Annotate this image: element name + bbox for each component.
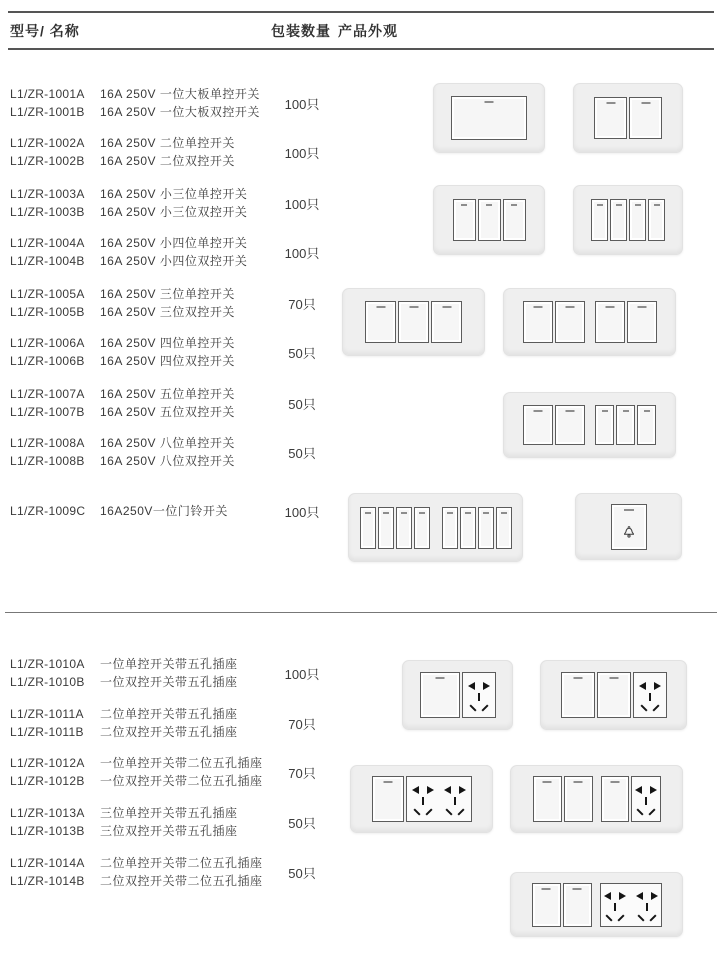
product-name: 16A 250V 四位单控开关 — [100, 336, 235, 350]
pack-quantity: 100只 — [284, 667, 320, 682]
switch-rocker — [637, 405, 656, 445]
model-code: L1/ZR-1010B — [10, 675, 85, 689]
switch-rocker — [378, 507, 394, 549]
pack-quantity: 100只 — [284, 97, 320, 112]
product-name: 16A250V一位门铃开关 — [100, 504, 228, 518]
table-row — [0, 134, 340, 170]
switch-rocker — [616, 405, 635, 445]
product-plate-1gang-2socket — [350, 765, 493, 833]
switch-rocker — [555, 301, 585, 343]
table-row — [0, 285, 340, 321]
model-code: L1/ZR-1006B — [10, 354, 85, 368]
table-row — [0, 502, 340, 520]
switch-rocker — [627, 301, 657, 343]
product-name: 一位双控开关带五孔插座 — [100, 675, 238, 689]
switch-rocker — [523, 301, 553, 343]
table-row — [0, 385, 340, 421]
pack-quantity: 100只 — [284, 146, 320, 161]
model-code: L1/ZR-1003B — [10, 205, 85, 219]
product-plate-8gang — [348, 493, 523, 562]
model-code: L1/ZR-1007A — [10, 387, 85, 401]
product-name: 二位双控开关带五孔插座 — [100, 725, 238, 739]
product-name: 16A 250V 三位单控开关 — [100, 287, 235, 301]
switch-rocker — [414, 507, 430, 549]
switch-rocker — [365, 301, 396, 343]
product-plate-2gang-2socket — [510, 872, 683, 937]
product-plate-1gang-socket — [402, 660, 513, 730]
double-five-hole-socket — [600, 883, 662, 927]
model-code: L1/ZR-1003A — [10, 187, 85, 201]
product-name: 一位单控开关带五孔插座 — [100, 657, 238, 671]
pack-quantity: 100只 — [284, 197, 320, 212]
switch-rocker — [629, 199, 646, 241]
model-code: L1/ZR-1008A — [10, 436, 85, 450]
model-code: L1/ZR-1010A — [10, 657, 85, 671]
product-name: 16A 250V 小四位双控开关 — [100, 254, 248, 268]
table-row — [0, 705, 340, 741]
model-code: L1/ZR-1012B — [10, 774, 85, 788]
product-plate-3gang-small — [433, 185, 545, 255]
product-name: 16A 250V 小三位单控开关 — [100, 187, 248, 201]
switch-rocker — [431, 301, 462, 343]
product-plate-doorbell — [575, 493, 682, 560]
product-name: 三位单控开关带五孔插座 — [100, 806, 238, 820]
product-name: 16A 250V 八位双控开关 — [100, 454, 235, 468]
model-code: L1/ZR-1002A — [10, 136, 85, 150]
table-row — [0, 655, 340, 691]
table-row — [0, 854, 340, 890]
switch-rocker — [594, 97, 627, 139]
product-plate-2gang — [573, 83, 683, 153]
section-divider — [5, 612, 717, 613]
switch-rocker — [601, 776, 629, 822]
pack-quantity: 50只 — [288, 446, 316, 461]
switch-rocker — [533, 776, 562, 822]
product-name: 16A 250V 二位双控开关 — [100, 154, 235, 168]
five-hole-socket — [462, 672, 496, 718]
product-plate-1gang-large — [433, 83, 545, 153]
table-row — [0, 804, 340, 840]
product-plate-4gang — [503, 288, 676, 356]
model-code: L1/ZR-1011A — [10, 707, 84, 721]
switch-rocker — [451, 96, 527, 140]
product-plate-4gang-small — [573, 185, 683, 255]
product-name: 二位单控开关带五孔插座 — [100, 707, 238, 721]
switch-rocker — [595, 405, 614, 445]
product-plate-5gang — [503, 392, 676, 458]
model-code: L1/ZR-1013B — [10, 824, 85, 838]
product-name: 16A 250V 五位双控开关 — [100, 405, 235, 419]
doorbell-button — [611, 504, 647, 550]
product-name: 二位双控开关带二位五孔插座 — [100, 874, 263, 888]
switch-rocker — [595, 301, 625, 343]
switch-rocker — [453, 199, 476, 241]
switch-rocker — [442, 507, 458, 549]
table-row — [0, 234, 340, 270]
top-rule — [8, 11, 714, 13]
switch-rocker — [564, 776, 593, 822]
table-row — [0, 334, 340, 370]
switch-rocker — [460, 507, 476, 549]
switch-rocker — [563, 883, 592, 927]
product-name: 16A 250V 小三位双控开关 — [100, 205, 248, 219]
pack-quantity: 50只 — [288, 346, 316, 361]
table-row — [0, 434, 340, 470]
product-name: 16A 250V 一位大板双控开关 — [100, 105, 260, 119]
bell-icon — [619, 521, 639, 541]
double-five-hole-socket — [406, 776, 472, 822]
product-plate-3gang — [342, 288, 485, 356]
switch-rocker — [561, 672, 595, 718]
socket-holes — [441, 780, 469, 818]
product-name: 一位双控开关带二位五孔插座 — [100, 774, 263, 788]
table-row — [0, 185, 340, 221]
switch-rocker — [591, 199, 608, 241]
model-code: L1/ZR-1006A — [10, 336, 85, 350]
socket-holes — [409, 780, 437, 818]
switch-rocker — [398, 301, 429, 343]
pack-quantity: 50只 — [288, 816, 316, 831]
switch-rocker — [396, 507, 412, 549]
pack-quantity: 50只 — [288, 397, 316, 412]
product-name: 16A 250V 五位单控开关 — [100, 387, 235, 401]
socket-holes — [465, 676, 493, 714]
product-name: 一位单控开关带二位五孔插座 — [100, 756, 263, 770]
switch-rocker — [532, 883, 561, 927]
socket-holes — [636, 676, 664, 714]
switch-rocker — [478, 507, 494, 549]
model-code: L1/ZR-1004A — [10, 236, 85, 250]
switch-rocker — [360, 507, 376, 549]
pack-quantity: 70只 — [288, 297, 316, 312]
switch-rocker — [629, 97, 662, 139]
switch-rocker — [523, 405, 553, 445]
socket-holes — [633, 886, 661, 924]
product-name: 16A 250V 一位大板单控开关 — [100, 87, 260, 101]
switch-rocker — [503, 199, 526, 241]
pack-quantity: 50只 — [288, 866, 316, 881]
switch-rocker — [496, 507, 512, 549]
table-row — [0, 85, 340, 121]
product-name: 16A 250V 小四位单控开关 — [100, 236, 248, 250]
five-hole-socket — [631, 776, 661, 822]
model-code: L1/ZR-1013A — [10, 806, 85, 820]
model-code: L1/ZR-1008B — [10, 454, 85, 468]
table-row — [0, 754, 340, 790]
product-name: 二位单控开关带二位五孔插座 — [100, 856, 263, 870]
product-plate-2gang-socket — [540, 660, 687, 730]
pack-quantity: 100只 — [284, 246, 320, 261]
socket-holes — [632, 780, 660, 818]
switch-rocker — [648, 199, 665, 241]
product-name: 16A 250V 八位单控开关 — [100, 436, 235, 450]
switch-rocker — [372, 776, 404, 822]
column-header-appearance: 产品外观 — [338, 23, 398, 39]
product-plate-3gang-socket — [510, 765, 683, 833]
switch-rocker — [610, 199, 627, 241]
model-code: L1/ZR-1011B — [10, 725, 84, 739]
model-code: L1/ZR-1001B — [10, 105, 85, 119]
switch-rocker — [555, 405, 585, 445]
header-rule — [8, 48, 714, 50]
column-header-quantity: 包装数量 — [271, 23, 331, 39]
model-code: L1/ZR-1005A — [10, 287, 85, 301]
product-name: 16A 250V 四位双控开关 — [100, 354, 235, 368]
model-code: L1/ZR-1012A — [10, 756, 85, 770]
product-name: 16A 250V 三位双控开关 — [100, 305, 235, 319]
pack-quantity: 70只 — [288, 766, 316, 781]
product-name: 三位双控开关带五孔插座 — [100, 824, 238, 838]
pack-quantity: 100只 — [284, 505, 320, 520]
socket-holes — [601, 886, 629, 924]
model-code: L1/ZR-1007B — [10, 405, 85, 419]
model-code: L1/ZR-1002B — [10, 154, 85, 168]
model-code: L1/ZR-1005B — [10, 305, 85, 319]
five-hole-socket — [633, 672, 667, 718]
model-code: L1/ZR-1009C — [10, 504, 86, 518]
pack-quantity: 70只 — [288, 717, 316, 732]
model-code: L1/ZR-1014B — [10, 874, 85, 888]
switch-rocker — [597, 672, 631, 718]
column-header-model: 型号/ 名称 — [10, 23, 80, 39]
switch-rocker — [420, 672, 460, 718]
model-code: L1/ZR-1004B — [10, 254, 85, 268]
switch-rocker — [478, 199, 501, 241]
model-code: L1/ZR-1001A — [10, 87, 85, 101]
model-code: L1/ZR-1014A — [10, 856, 85, 870]
product-name: 16A 250V 二位单控开关 — [100, 136, 235, 150]
